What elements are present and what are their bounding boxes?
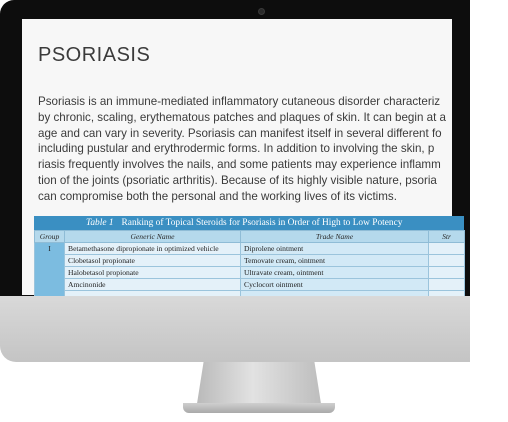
trade-name-cell: Temovate cream, ointment (241, 255, 429, 267)
group-cell: I (35, 243, 65, 302)
table-row (35, 267, 465, 279)
strength-cell (429, 267, 465, 279)
paragraph-line: Psoriasis is an immune-mediated inflammatory cutaneous disorder characteriz (38, 95, 441, 108)
paragraph-line: tion of the joints (psoriatic arthritis). Because of its highly visible nature, psoria (38, 173, 437, 187)
paragraph-line: by chronic, scaling, erythematous patches and plaques of skin. It can begin at a (38, 110, 446, 124)
table-header-row (35, 231, 465, 243)
table-caption-text: Ranking of Topical Steroids for Psoriasis in Order of High to Low Potency (121, 218, 403, 228)
column-header-generic: Generic Name (65, 231, 241, 243)
trade-name-cell: Cyclocort ointment (241, 279, 429, 291)
webcam-icon (258, 8, 265, 15)
strength-cell (429, 255, 465, 267)
steroid-table (34, 216, 464, 302)
column-header-strength: Str (429, 231, 465, 243)
table-caption-label: Table 1 (86, 218, 114, 228)
slide-title: PSORIASIS (38, 44, 151, 66)
paragraph-line: can compromise both the personal and the working lives of its victims. (38, 189, 397, 203)
generic-name-cell: Halobetasol propionate (65, 267, 241, 279)
table-row (35, 243, 465, 255)
monitor-stand-base (183, 403, 335, 413)
monitor-screen (22, 19, 452, 295)
trade-name-cell: Diprolene ointment (241, 243, 429, 255)
generic-name-cell: Clobetasol propionate (65, 255, 241, 267)
trade-name-cell: Ultravate cream, ointment (241, 267, 429, 279)
monitor-chin (0, 296, 470, 362)
slide-paragraph (38, 94, 508, 205)
strength-cell (429, 279, 465, 291)
column-header-group: Group (35, 231, 65, 243)
table-row (35, 279, 465, 291)
generic-name-cell: Betamethasone dipropionate in optimized vehicle (65, 243, 241, 255)
strength-cell (429, 243, 465, 255)
column-header-trade: Trade Name (241, 231, 429, 243)
table-body (34, 230, 465, 302)
table-row (35, 255, 465, 267)
paragraph-line: riasis frequently involves the nails, and some patients may experience inflamm (38, 158, 441, 172)
paragraph-line: including pustular and erythrodermic forms. In addition to involving the skin, p (38, 142, 435, 156)
generic-name-cell: Amcinonide (65, 279, 241, 291)
paragraph-line: age and can vary in severity. Psoriasis can manifest itself in several different fo (38, 126, 442, 140)
table-caption (34, 216, 464, 230)
